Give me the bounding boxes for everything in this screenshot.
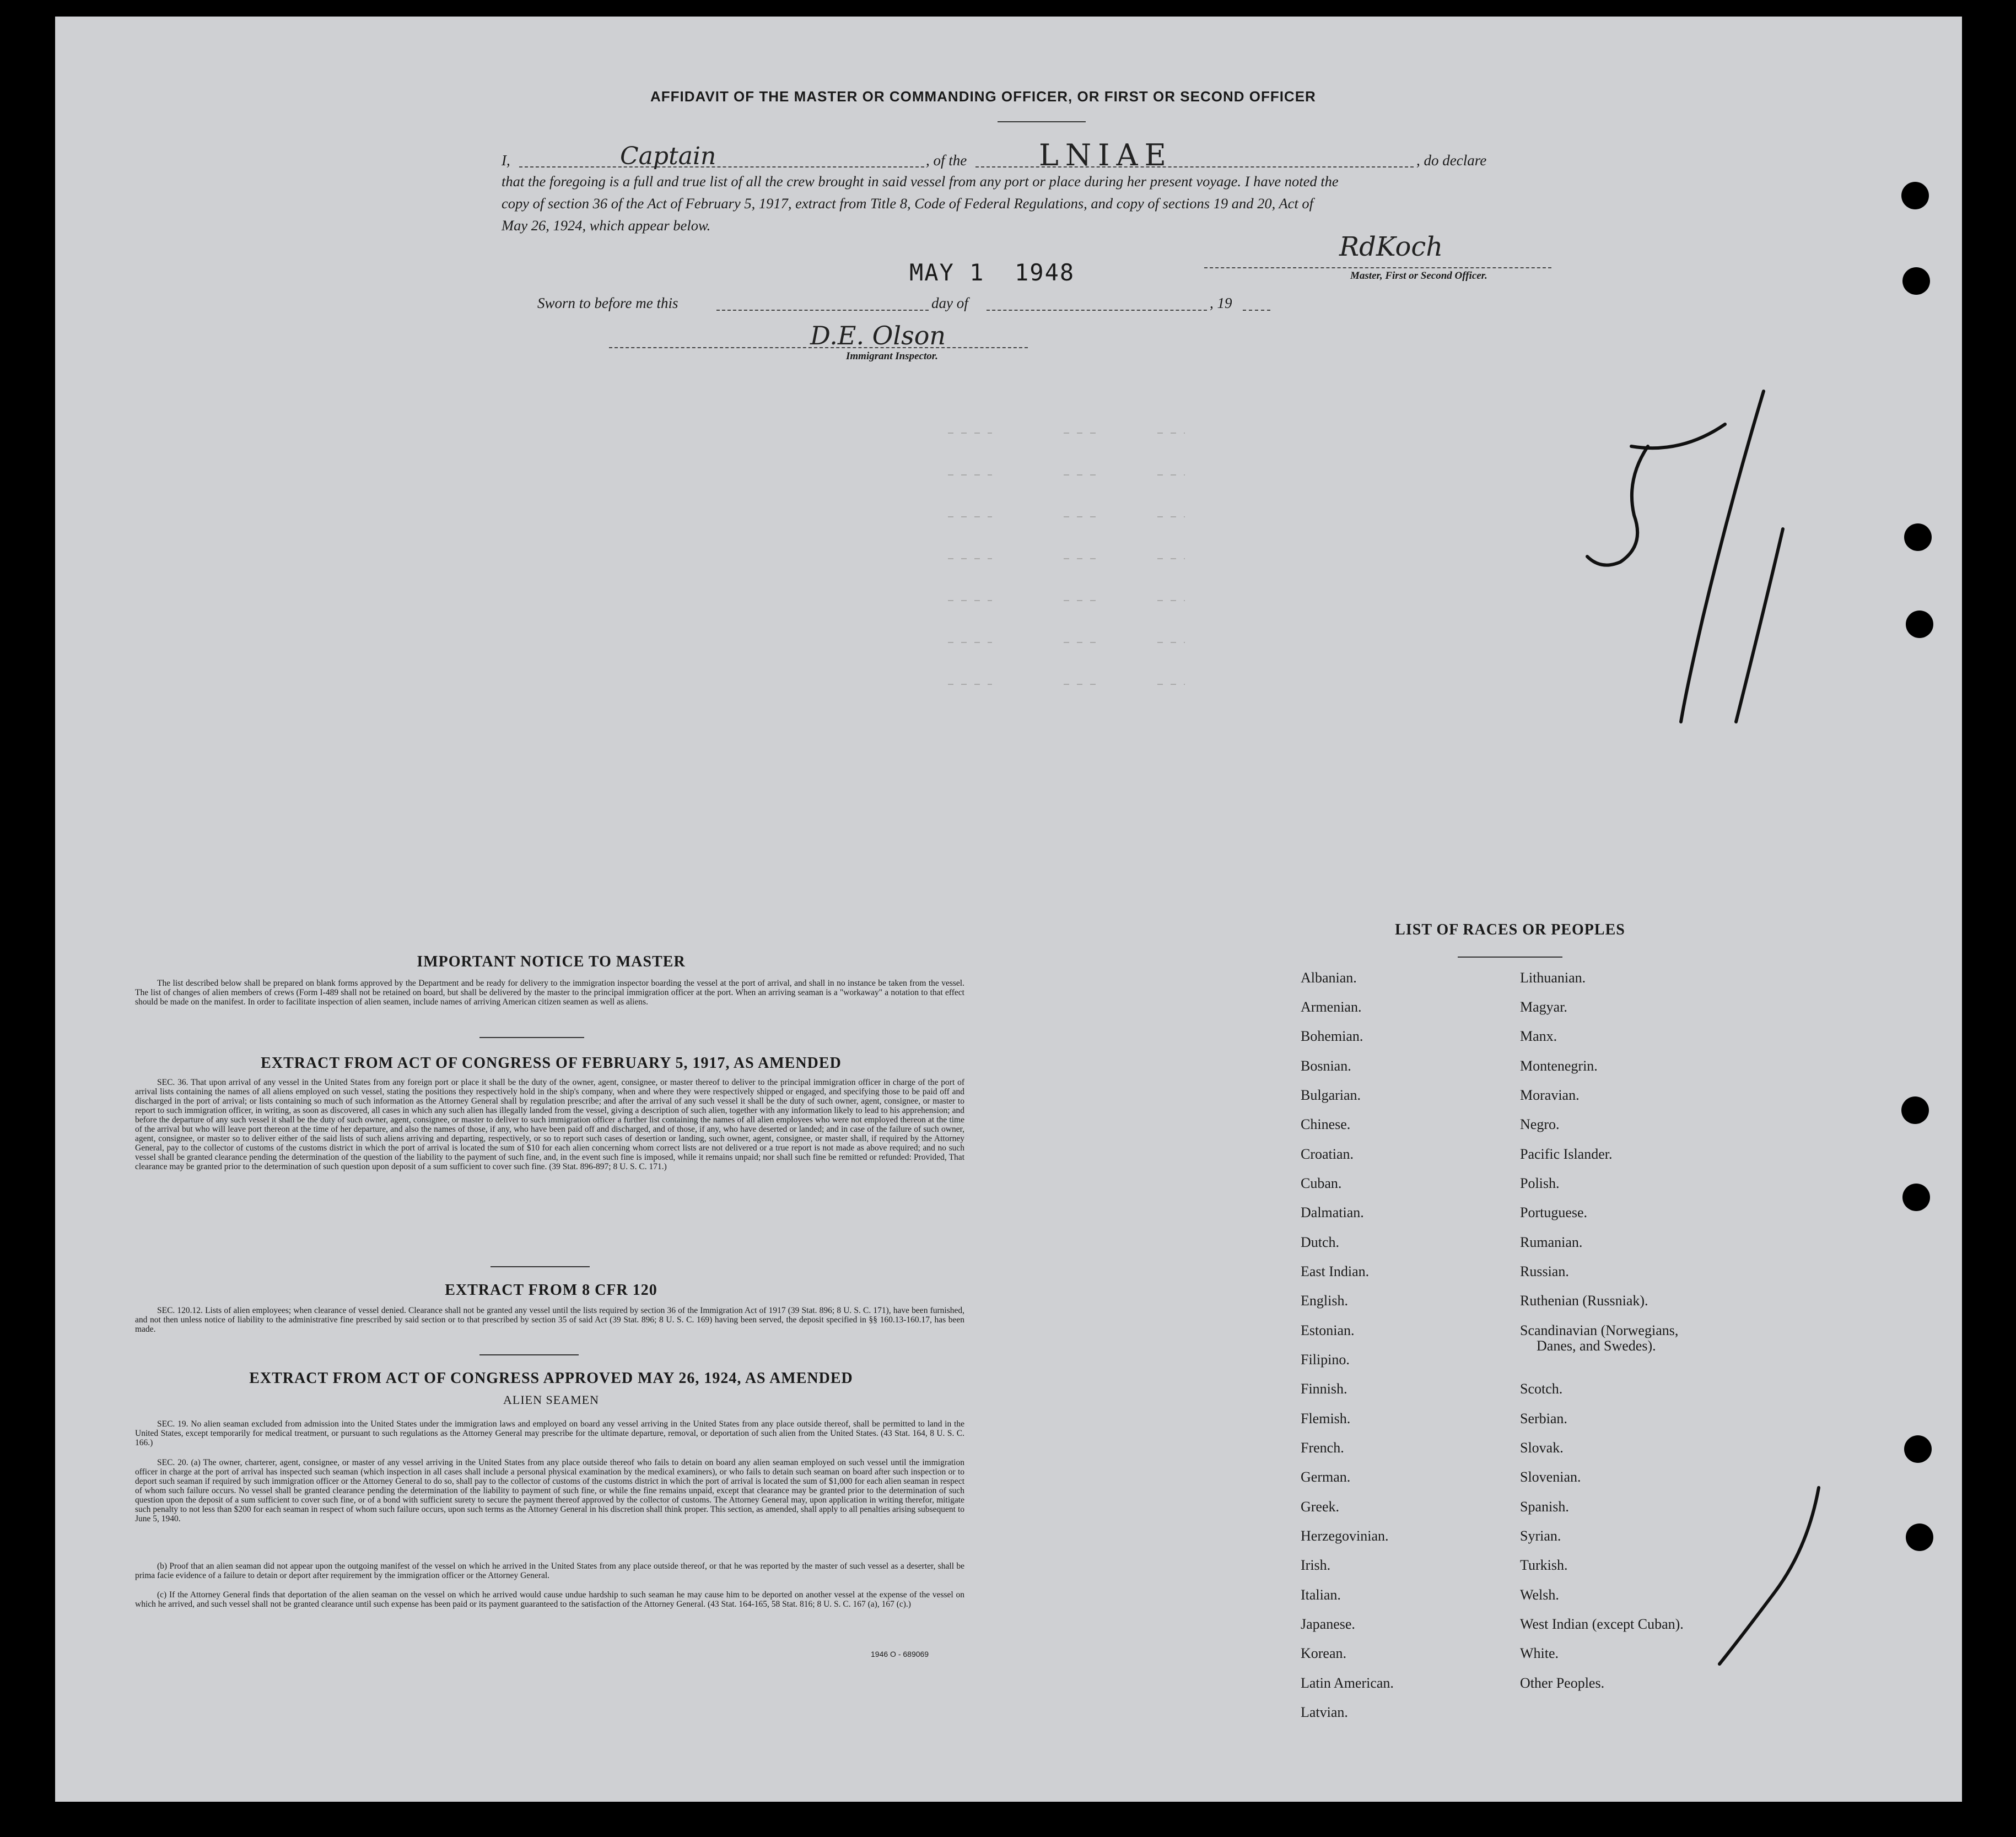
declaration-line-2: that the foregoing is a full and true list of all the crew brought in said vessel from any port or place during her present voyage. I have noted the (502, 173, 1339, 190)
race-item: Danes, and Swedes). (1537, 1338, 1656, 1354)
extract-cfr-body: SEC. 120.12. Lists of alien employees; when clearance of vessel denied. Clearance shall not be granted any vessel until the lists required by section 36 of the Immigration Act of 1917 (39 Stat. 896; 8 U. S. C. 171), have been furnished, and not then unless notice of liability to the administrative fine prescribed by said section or to that prescribed by section 35 of said Act (39 Stat. 896; 8 U. S. C. 169) having been served, the deposit specified in §§ 160.13-160.17, has been made. (135, 1306, 964, 1334)
punch-hole (1902, 267, 1930, 295)
extract-1924-subtitle: ALIEN SEAMEN (503, 1393, 599, 1407)
declaration-line-4: May 26, 1924, which appear below. (502, 217, 711, 234)
race-item: Lithuanian. (1520, 970, 1586, 986)
sec19-body: SEC. 19. No alien seaman excluded from admission into the United States under the immigration laws and employed on board any vessel arriving in the United States from any place outside thereof, shall be permitted to land in the United States, except temporarily for medical treatment, or pursuant to such regulations as the Attorney General may prescribe for the ultimate departure, removal, or deportation of such alien from the United States. (43 Stat. 164, 8 U. S. C. 166.) (135, 1419, 964, 1447)
punch-hole (1904, 523, 1932, 551)
punch-hole (1902, 1184, 1930, 1211)
sworn-month-dash (987, 310, 1207, 311)
captain-handwriting: Captain (620, 142, 716, 170)
race-item: Syrian. (1520, 1528, 1561, 1544)
race-item: Dutch. (1301, 1234, 1340, 1250)
race-item: Chinese. (1301, 1116, 1351, 1132)
race-item: Albanian. (1301, 970, 1357, 986)
affidavit-title: AFFIDAVIT OF THE MASTER OR COMMANDING OFFICER, OR FIRST OR SECOND OFFICER (650, 88, 1316, 105)
sworn-day-dash (716, 310, 929, 311)
title-rule (998, 121, 1086, 122)
race-item: Finnish. (1301, 1381, 1347, 1397)
extract-cfr-rule (479, 1354, 579, 1355)
race-item: Filipino. (1301, 1352, 1350, 1368)
sec20a-body: SEC. 20. (a) The owner, charterer, agent, consignee, or master of any vessel arriving in the United States from any place outside thereof who fails to detain on board any alien seaman employed on such vessel until the immigration officer in charge at the port of arrival has inspected such seaman (which inspection in all cases shall include a personal physical examination by the medical examiners), or who fails to detain such seaman on board after such inspection or to deport such seaman if required by such immigration officer or the Attorney General to do so, shall pay to the collector of customs of the customs district in which the port of arrival is located the sum of $1,000 for each alien seaman in respect of whom such failure occurs. No vessel shall be granted clearance pending the determination of the liability to payment of such fine, or while the fine remains unpaid, except that clearance may be granted prior to the determination of such question upon the deposit of a sum sufficient to cover such fine, or of a bond with sufficient surety to secure the payment thereof approved by the collector of customs. The Attorney General may, upon application in writing therefor, mitigate such penalty to not less than $200 for each seaman in respect of whom such failure occurs, upon such terms as the Attorney General in his discretion shall think proper. This section, as amended, shall apply to all penalties arising subsequent to June 5, 1940. (135, 1458, 964, 1523)
sec20b-body: (b) Proof that an alien seaman did not appear upon the outgoing manifest of the vessel on which he arrived in the United States from any place outside thereof, or that he was reported by the master of such vessel as a deserter, shall be prima facie evidence of a failure to detain or deport after requirement by the immigration officer or the Attorney General. (135, 1562, 964, 1580)
race-item: East Indian. (1301, 1263, 1370, 1279)
race-item: West Indian (except Cuban). (1520, 1616, 1684, 1632)
race-item: Turkish. (1520, 1557, 1568, 1573)
notice-body: The list described below shall be prepared on blank forms approved by the Department and be ready for delivery to the immigration inspector boarding the vessel at the port of arrival, and shall in no instance be taken from the vessel. The list of changes of alien members of crews (Form I-489 shall not be retained on board, but shall be delivered by the master to the principal immigration officer at the port. When an arriving seaman is a "workaway" a notation to that effect should be made on the manifest. In order to facilitate inspection of alien seamen, include names of arriving American citizen seamen as well as aliens. (135, 979, 964, 1007)
race-item: Magyar. (1520, 999, 1567, 1015)
race-item: Scandinavian (Norwegians, (1520, 1322, 1679, 1338)
date-stamp: MAY 1 1948 (909, 259, 1075, 286)
race-item: Estonian. (1301, 1322, 1355, 1338)
race-item: White. (1520, 1645, 1559, 1661)
race-item: Scotch. (1520, 1381, 1563, 1397)
print-code: 1946 O - 689069 (871, 1650, 929, 1658)
race-item: Japanese. (1301, 1616, 1355, 1632)
year-label: , 19 (1210, 295, 1232, 311)
race-item: Italian. (1301, 1587, 1341, 1603)
race-item: Moravian. (1520, 1087, 1580, 1103)
inspector-signature: D.E. Olson (810, 321, 946, 350)
race-item: Irish. (1301, 1557, 1331, 1573)
race-item: Armenian. (1301, 999, 1362, 1015)
race-item: Slovenian. (1520, 1469, 1581, 1485)
race-item: Cuban. (1301, 1175, 1342, 1191)
of-the-label: , of the (926, 152, 967, 169)
punch-hole (1901, 182, 1929, 209)
declaration-line-3: copy of section 36 of the Act of February 5, 1917, extract from Title 8, Code of Federal Regulations, and copy of sections 19 and 20, Act of (502, 195, 1313, 212)
race-item: Spanish. (1520, 1499, 1569, 1515)
punch-hole (1904, 1435, 1932, 1463)
extract-1917-rule (490, 1266, 590, 1267)
race-item: French. (1301, 1440, 1344, 1456)
inspector-dash (609, 347, 1028, 348)
race-item: Latin American. (1301, 1675, 1394, 1691)
race-item: Serbian. (1520, 1411, 1567, 1427)
races-left-column (1301, 970, 1510, 1730)
race-item: Croatian. (1301, 1146, 1354, 1162)
notice-rule (479, 1037, 584, 1038)
inspector-caption: Immigrant Inspector. (846, 350, 938, 362)
ship-name-handwriting: LNIAE (1039, 138, 1173, 172)
race-item: Bulgarian. (1301, 1087, 1361, 1103)
race-item: Pacific Islander. (1520, 1146, 1613, 1162)
day-of-label: day of (931, 295, 968, 311)
master-signature-dash (1204, 267, 1551, 268)
race-item: Herzegovinian. (1301, 1528, 1389, 1544)
race-item: German. (1301, 1469, 1351, 1485)
extract-1917-body: SEC. 36. That upon arrival of any vessel in the United States from any foreign port or place it shall be the duty of the owner, agent, consignee, or master thereof to deliver to the principal immigration officer in charge of the port of arrival lists containing the names of all aliens employed on such vessel, stating the positions they respectively hold in the ship's company, when and where they were respectively shipped or engaged, and specifying those to be paid off and discharged in the port of arrival; or lists containing so much of such information as the Attorney General shall by regulation prescribe; and after the arrival of any such vessel it shall be the duty of such owner, agent, consignee, or master to report to such immigration officer, in writing, as soon as discovered, all cases in which any such alien has illegally landed from the vessel, giving a description of such alien, together with any information likely to lead to his apprehension; and before the departure of any such vessel it shall be the duty of such owner, agent, consignee, or master to deliver to such immigration officer a further list containing the names of all alien employees who were not employed thereon at the time of the arrival but who will leave port thereon at the time of her departure, and also the names of those, if any, who have been paid off and discharged, and of those, if any, who have deserted or landed; and in case of the failure of such owner, agent, consignee, or master so to deliver either of the said lists of such aliens arriving and departing, respectively, or so to report such cases of desertion or landing, such owner, agent, consignee, or master shall, if required by the Attorney General, pay to the collector of customs of the customs district in which the port of arrival is located the sum of $10 for each alien concerning whom correct lists are not delivered or a true report is not made as above required; and no such vessel shall be granted clearance pending the determination of the question of the liability to the payment of such fine, and, in the event such fine is imposed, while it remains unpaid; nor shall such fine be remitted or refunded: Provided, That clearance may be granted prior to the determination of such question upon deposit of a sum sufficient to cover such fine. (39 Stat. 896-897; 8 U. S. C. 171.) (135, 1078, 964, 1171)
race-item: Greek. (1301, 1499, 1340, 1515)
sworn-label: Sworn to before me this (537, 295, 678, 311)
race-item: English. (1301, 1293, 1348, 1309)
punch-hole (1901, 1096, 1929, 1124)
notice-title: IMPORTANT NOTICE TO MASTER (417, 953, 686, 970)
race-item: Other Peoples. (1520, 1675, 1605, 1691)
race-item: Negro. (1520, 1116, 1560, 1132)
race-item: Bosnian. (1301, 1058, 1351, 1074)
master-signature: RdKoch (1339, 231, 1443, 262)
race-item: Manx. (1520, 1028, 1557, 1044)
race-item: Ruthenian (Russniak). (1520, 1293, 1648, 1309)
race-item: Bohemian. (1301, 1028, 1363, 1044)
do-declare-label: , do declare (1416, 152, 1487, 169)
master-caption: Master, First or Second Officer. (1350, 270, 1487, 282)
i-label: I, (502, 152, 510, 169)
race-item: Portuguese. (1520, 1204, 1588, 1220)
races-right-column (1520, 970, 1751, 1719)
race-item: Welsh. (1520, 1587, 1559, 1603)
race-item: Russian. (1520, 1263, 1569, 1279)
race-item: Flemish. (1301, 1411, 1351, 1427)
race-item: Polish. (1520, 1175, 1560, 1191)
sworn-year-dash (1243, 310, 1270, 311)
extract-1917-title: EXTRACT FROM ACT OF CONGRESS OF FEBRUARY 5, 1917, AS AMENDED (261, 1055, 842, 1072)
race-item: Slovak. (1520, 1440, 1564, 1456)
punch-hole (1906, 1523, 1933, 1551)
race-item: Korean. (1301, 1645, 1347, 1661)
handwritten-page-number (1560, 380, 1791, 744)
declaration-line-1 (502, 138, 1554, 172)
race-item: Dalmatian. (1301, 1204, 1364, 1220)
extract-1924-title: EXTRACT FROM ACT OF CONGRESS APPROVED MAY 26, 1924, AS AMENDED (249, 1370, 853, 1387)
race-item: Latvian. (1301, 1704, 1348, 1720)
races-title: LIST OF RACES OR PEOPLES (1395, 921, 1625, 938)
name-dash (519, 166, 924, 168)
race-item: Montenegrin. (1520, 1058, 1598, 1074)
punch-hole (1906, 610, 1933, 638)
extract-cfr-title: EXTRACT FROM 8 CFR 120 (445, 1282, 657, 1299)
race-item: Rumanian. (1520, 1234, 1583, 1250)
races-rule (1458, 957, 1562, 958)
faint-dashes (937, 424, 1212, 711)
sec20c-body: (c) If the Attorney General finds that deportation of the alien seaman on the vessel on which he arrived would cause undue hardship to such seaman he may cause him to be deported on another vessel at the expense of the vessel on which he arrived, and such vessel shall not be granted clearance until such expense has been paid or its payment guaranteed to the satisfaction of the Attorney General. (43 Stat. 164-165, 58 Stat. 816; 8 U. S. C. 167 (a), 167 (c).) (135, 1590, 964, 1609)
